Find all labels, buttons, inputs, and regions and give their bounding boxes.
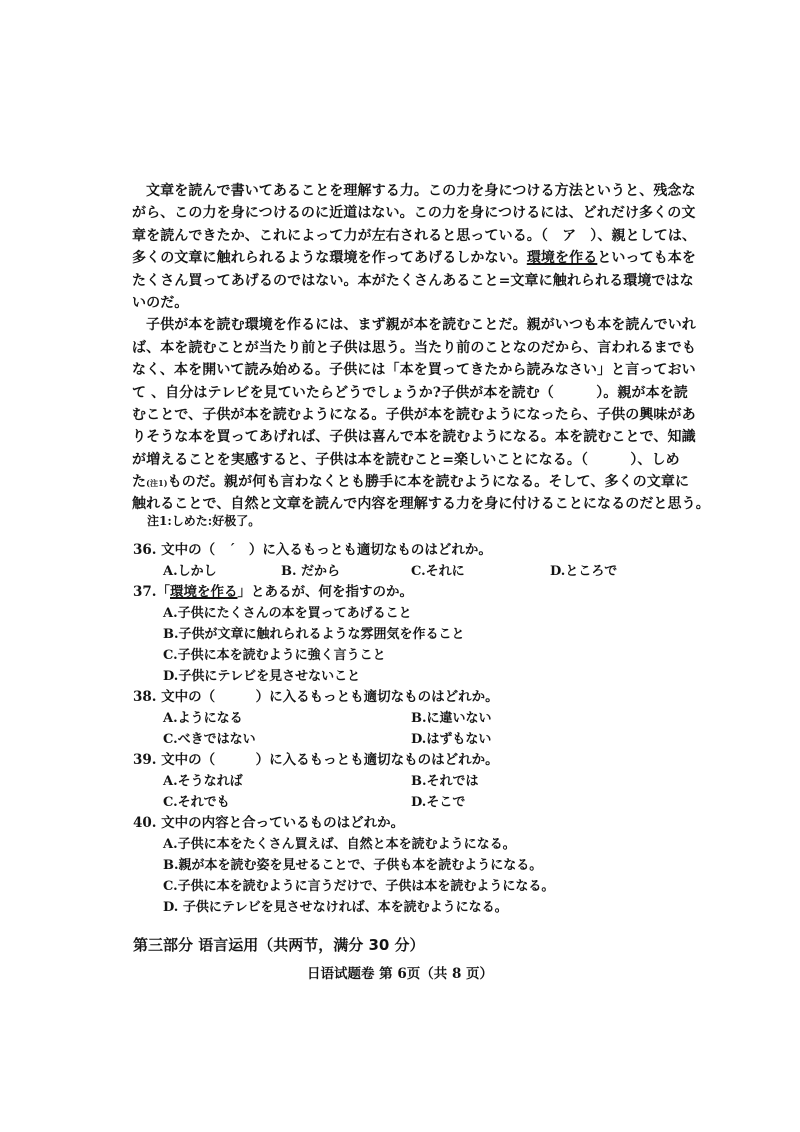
passage-line: りそうな本を買ってあげれば、子供は喜んで本を読むようになる。本を読むことで、知識 [132, 429, 696, 446]
option-a[interactable]: A.そうなれば [163, 774, 243, 789]
question-38-options-row2 [133, 729, 693, 750]
question-list [133, 540, 693, 918]
question-39-stem: 39. 文中の（ ）に入るもっとも適切なものはどれか。 [133, 752, 499, 768]
passage-line: いのだ。 [132, 294, 189, 311]
question-text: 」とあるが、何を指すのか。 [237, 584, 413, 600]
option-c[interactable]: C.子供に本を読むように言うだけで、子供は本を読むようになる。 [163, 879, 555, 894]
question-36-stem: 36. 文中の（ ˊ ）に入るもっとも適切なものはどれか。 [133, 542, 492, 558]
question-38-options-row1 [133, 708, 693, 729]
question-text: 「 [156, 584, 170, 600]
question-37-stem [133, 582, 693, 603]
option-b[interactable]: B.親が本を読む姿を見せることで、子供も本を読むようになる。 [163, 858, 543, 873]
option-b[interactable]: B.に違いない [411, 711, 492, 726]
option-b[interactable]: B.子供が文章に触れられるような雰囲気を作ること [163, 627, 465, 642]
option-b[interactable]: B.それでは [411, 774, 479, 789]
footnote-mark: (注1) [146, 478, 168, 489]
passage-text: ものだ。親が何も言わなくとも勝手に本を読むようになる。そして、多くの文章に [167, 474, 690, 491]
option-c[interactable]: C.べきではない [163, 732, 256, 747]
section-title: 第三部分 语言运用（共两节，满分 30 分） [133, 936, 425, 954]
passage-text: 多くの文章に触れられるような環境を作ってあげるしかない。 [132, 250, 527, 267]
option-d[interactable]: D.ところで [550, 564, 618, 579]
passage-line: が増えることを実感すると、子供は本を読むこと=楽しいことになる。（ ）、しめ [132, 451, 680, 468]
passage-text: た [132, 474, 147, 491]
option-a[interactable]: A.しかし [163, 564, 217, 579]
passage-line: 文章を読んで書いてあることを理解する力。この力を身につける方法というと、残念な [146, 183, 696, 199]
passage-line: ば、本を読むことが当たり前と子供は思う。当たり前のことなのだから、言われるまでも [132, 339, 696, 356]
question-40-stem: 40. 文中の内容と合っているものはどれか。 [133, 815, 405, 831]
reading-passage [132, 180, 710, 516]
passage-line [132, 471, 692, 493]
option-d[interactable]: D.子供にテレビを見させないこと [163, 669, 361, 684]
option-b[interactable]: B. だから [281, 564, 341, 579]
question-number: 37. [133, 584, 157, 600]
option-c[interactable]: C.それに [411, 564, 465, 579]
passage-line: なく、本を開いて読み始める。子供には「本を買ってきたから読みなさい」と言っておい [132, 362, 696, 379]
option-a[interactable]: A.子供にたくさんの本を買ってあげること [163, 606, 412, 621]
question-36-options [133, 561, 693, 582]
underlined-phrase: 環境を作る [170, 584, 238, 600]
option-a[interactable]: A.子供に本をたくさん買えば、自然と本を読むようになる。 [163, 837, 516, 852]
passage-line: 章を読んできたか、これによって力が左右されると思っている。（ ア ）、親としては、 [132, 227, 697, 244]
option-c[interactable]: C.それでも [163, 795, 230, 810]
passage-line: 子供が本を読む環境を作るには、まず親が本を読むことだ。親がいつも本を読んでいれ [146, 317, 696, 334]
passage-text: といっても本を [597, 250, 697, 267]
footnote: 注1:しめた:好极了。 [147, 514, 261, 528]
option-c[interactable]: C.子供に本を読むように強く言うこと [163, 648, 386, 663]
underlined-phrase: 環境を作る [526, 250, 598, 267]
option-d[interactable]: D. 子供にテレビを見させなければ、本を読むようになる。 [163, 900, 508, 915]
passage-line: て 、自分はテレビを見ていたらどうでしょうか?子供が本を読む（ ）。親が本を読 [132, 384, 688, 401]
question-38-stem: 38. 文中の（ ）に入るもっとも適切なものはどれか。 [133, 689, 499, 705]
option-d[interactable]: D.はずもない [411, 732, 492, 747]
question-39-options-row1 [133, 771, 693, 792]
passage-line: がら、この力を身につけるのに近道はない。この力を身につけるには、どれだけ多くの文 [132, 205, 696, 222]
passage-line: 触れることで、自然と文章を読んで内容を理解する力を身に付けることになるのだと思う。 [132, 496, 710, 513]
passage-line [132, 247, 697, 269]
passage-line: むことで、子供が本を読むようになる。子供が本を読むようになったら、子供の興味があ [132, 406, 696, 423]
option-a[interactable]: A.ようになる [163, 711, 243, 726]
question-39-options-row2 [133, 792, 693, 813]
passage-line: たくさん買ってあげるのではない。本がたくさんあること=文章に触れられる環境ではな [132, 272, 694, 289]
option-d[interactable]: D.そこで [411, 795, 466, 810]
page-footer: 日语试题卷 第 6页（共 8 页） [306, 966, 494, 982]
